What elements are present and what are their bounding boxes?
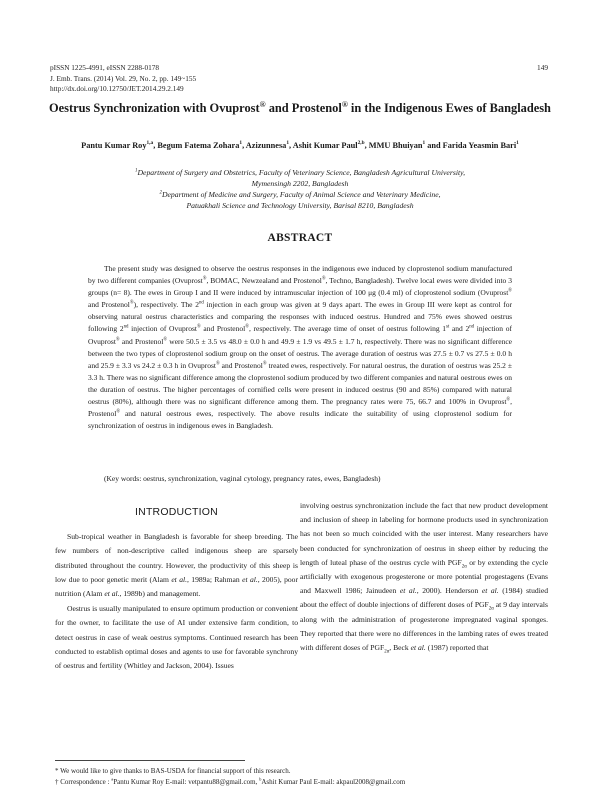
introduction-heading: INTRODUCTION <box>135 506 218 518</box>
column-left <box>55 497 298 674</box>
affiliation-2: $^2$Department of Medicine and Surgery, Faculty of Animal Science and Veterinary Medicine, <box>159 190 441 199</box>
abstract-heading: ABSTRACT <box>267 232 333 244</box>
journal-header <box>50 63 196 95</box>
footnotes <box>55 766 405 787</box>
affiliation-2-line2: Patuakhali Science and Technology University, Barisal 8210, Bangladesh <box>186 201 414 210</box>
doi-link[interactable]: http://dx.doi.org/10.12750/JET.2014.29.2.149 <box>50 84 184 93</box>
footnote-divider <box>55 760 245 761</box>
author-list: Pantu Kumar Roy$^{1,a}$, Begum Fatema Zohara$^1$, Azizunnesa$^1$, Ashit Kumar Paul$^{2,b}$, MMU Bhuiyan$^1$ and Farida Yeasmin Bari$^1$ <box>81 140 519 150</box>
footnote-correspondence: † Correspondence : $^a$Pantu Kumar Roy E-mail: vetpantu88@gmail.com, $^b$Ashit Kumar Paul E-mail: akpaul2008@gmail.com <box>55 776 406 786</box>
affiliations <box>40 167 560 211</box>
abstract-body: The present study was designed to observe the oestrus responses in the indigenous ewe induced by cloprostenol sodium manufactured by two different companies (Ovuprost®, BOMAC, Newzealand and Prostenol®, Techno, Bangladesh). Twelve local ewes were divided into 3 groups (n= 8). The ewes in Group I and II were induced by intramuscular injection of 100 μg (0.4 ml) of cloprostenol sodium (Ovuprost® and Prostenol®), respectively. The 2nd injection in each group was given at 9 days apart. The ewes in Group III were kept as control for observing natural oestrus characteristics and comparing the responses with induced oestrus. Hundred and 75% ewes showed oestrus following 2nd injection of Ovuprost® and Prostenol®, respectively. The average time of onset of oestrus following 1st and 2nd injection of Ovuprost® and Prostenol® were 50.5 ± 3.5 vs 48.0 ± 0.0 h and 49.9 ± 1.9 vs 49.5 ± 1.7 h, respectively. There was no significant difference between the two types of cloprostenol sodium group on the onset of oestrus. The average duration of oestrus was 27.5 ± 0.7 vs 27.5 ± 0.0 h and 25.9 ± 3.3 vs 24.2 ± 0.3 h in Ovuprost® and Prostenol® treated ewes, respectively. For natural oestrus, the duration of oestrus was 25.2 ± 3.3 h. There was no significant difference among the cloprostenol sodium produced by two different companies and natural oestrous ewes on the duration of oestrus. The higher percentages of cornified cells were present in induced oestrus (90 and 85%) compared with natural oestrus (80%), although there was no significant difference among them. The pregnancy rates were 75, 66.7 and 100% in Ovuprost®, Prostenol® and natural oestrous ewes, respectively. The above results indicate the suitability of using cloprostenol sodium for synchronization of oestrus in indigenous ewes in Bangladesh. <box>88 264 513 431</box>
journal-citation: J. Emb. Trans. (2014) Vol. 29, No. 2, pp. 149~155 <box>50 73 197 83</box>
issn-line: pISSN 1225-4991, eISSN 2288-0178 <box>50 63 160 72</box>
keywords: (Key words: oestrus, synchronization, vaginal cytology, pregnancy rates, ewes, Bangladesh) <box>104 474 381 483</box>
footnote-funding: * We would like to give thanks to BAS-USDA for financial support of this research. <box>55 767 291 775</box>
page-number: 149 <box>537 63 548 72</box>
column-right <box>300 499 548 655</box>
intro-paragraph-2-continued: involving oestrus synchronization include the fact that new product development and inclusion of sheep in labeling for hormone products used in synchronization has not been so much coincided with the user interest. Many researchers have been conducted for synchronization of oestrus in sheep either by reducing the length of luteal phase of the oestrus cycle with $PGF_{2\alpha}$ or by extending the cycle artificially with exogenous progesterone or more potential progestagens (Evans and Maxwell 1986; Jainudeen et al., 2000). Henderson et al. (1984) studied about the effect of double injections of different doses of $PGF_{2\alpha}$ at 9 day intervals along with the administration of progesterone impregnated vaginal sponges. They reported that there were no differences in the lambing rates of ewes treated with different doses of $PGF_{2\alpha}$, Beck et al. (1987) reported that <box>300 501 549 655</box>
paper-title: Oestrus Synchronization with Ovuprost® and Prostenol® in the Indigenous Ewes of Bangladesh <box>49 99 551 115</box>
affiliation-1-line2: Mymensingh 2202, Bangladesh <box>251 179 349 188</box>
intro-paragraph-2: Oestrus is usually manipulated to ensure optimum production or convenient for the owner, to facilitate the use of AI under extensive farm condition, to detect oestrus in case of weak oestrus symptoms. Continued research has been conducted to establish optimal doses and agents to use for favorable synchrony of oestrus and fertility (Whitley and Jackson, 2004). Issues <box>55 604 298 671</box>
affiliation-1: $^1$Department of Surgery and Obstetrics, Faculty of Veterinary Science, Bangladesh Agricultural University, <box>134 168 465 177</box>
intro-paragraph-1: Sub-tropical weather in Bangladesh is favorable for sheep breeding. The few numbers of non-descriptive called indigenous sheep are sparsely distributed throughout the country. However, the productivity of this sheep is low due to poor genetic merit (Alam et al., 1989a; Rahman et al., 2005), poor nutrition (Alam et al., 1989b) and management. <box>55 532 298 599</box>
